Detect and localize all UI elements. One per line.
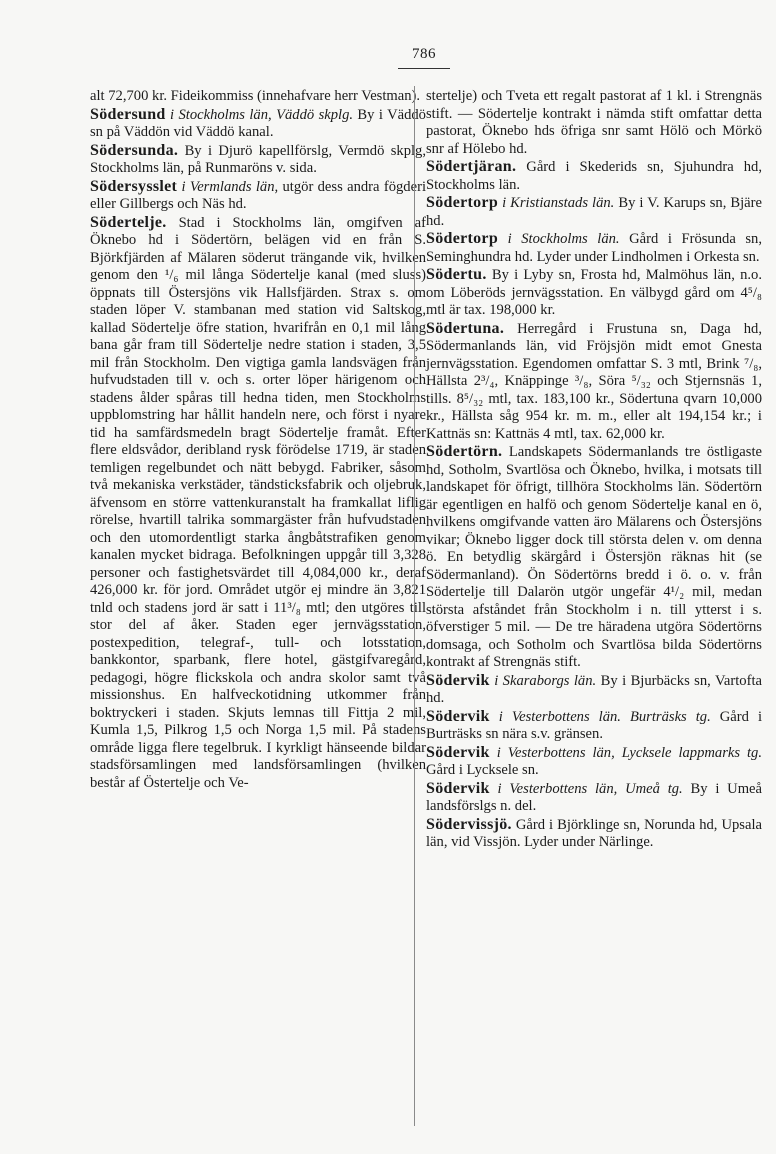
entry-text: Herregård i Frustuna sn, Daga hd, Södermanlands län, vid Fröjsjön midt emot Gnesta jernvägsstation. Egendomen omfattar S. 3 mtl, Brink ⁷/₈, Hällsta 2³/₄, Knäppinge ³/₈, Söra ⁵/₃₂ och Stjernsnäs 1, tills. 8⁵/₃₂ mtl, tax. 183,100 kr., Södertuna qvarn 10,000 kr., Hällsta såg 954 kr. m. m., eller alt 194,154 kr.; i Kattnäs sn: Kattnäs 4 mtl, tax. 62,000 kr. <box>426 320 762 442</box>
entry-text: alt 72,700 kr. Fideikommiss (innehafvare herr Vestman). <box>90 88 421 104</box>
entry-headword: Södervissjö. <box>426 815 512 833</box>
entry <box>426 816 762 852</box>
entry-text: By i V. Karups sn, Bjäre hd. <box>426 195 762 229</box>
entry-region: i Vermlands län, <box>181 178 279 195</box>
entry <box>426 708 762 744</box>
entry-headword: Södervik <box>426 779 490 797</box>
left-column <box>90 88 426 792</box>
entry <box>426 158 762 194</box>
column-divider <box>414 86 415 1126</box>
entry <box>426 780 762 816</box>
entry-text: By i Umeå landsförslgs n. del. <box>426 780 762 814</box>
entry <box>90 178 426 214</box>
entry-text: Gård i Frösunda sn, Seminghundra hd. Lyder under Lindholmen i Orkesta sn. <box>426 231 762 265</box>
entry-headword: Södersund <box>90 105 166 123</box>
page-number-rule <box>398 68 450 69</box>
entry <box>426 320 762 444</box>
entry-text: Landskapets Södermanlands tre östligaste hd, Sotholm, Svartlösa och Öknebo, hvilka, i motsats till landskapet för öfrigt, tillhöra Stockholms län. Södertörn är egentligen en halfö och genom Södertelje kanal en ö, hvilkens omgifvande vatten äro Mälarens och Östersjöns vikar; Öknebo ligger dock till största delen v. om denna ö. En betydlig skärgård i Östersjön räknas hit (se Södermanland). Ön Södertörns bredd i ö. o. v. från Södertelje till Dalarön utgör ungefär 4¹/₂ mil, medan största afståndet från Stockholm i n. till ytterst i s. öfverstiger 5 mil. — De tre häradena utgöra Södertörns domsaga, och Sotholm och Svartlösa bilda Södertörns kontrakt af Strengnäs stift. <box>426 444 762 670</box>
entry-region: i Stockholms län. <box>507 231 620 247</box>
entry-text: By i Bjurbäcks sn, Vartofta hd. <box>426 672 762 706</box>
page-number: 786 <box>412 46 436 62</box>
entry-region: i Vesterbottens län, Lycksele lappmarks tg. <box>496 744 762 761</box>
entry <box>426 443 762 672</box>
entry <box>426 194 762 230</box>
entry-headword: Södertorp <box>426 194 499 211</box>
entry <box>90 214 426 793</box>
entry <box>426 266 762 320</box>
entry <box>426 230 762 266</box>
entry <box>90 88 426 106</box>
entry-text: stertelje) och Tveta ett regalt pastorat af 1 kl. i Strengnäs stift. — Södertelje kontrakt i nämda stift omfattar detta pastorat, Öknebo hds öfriga snr samt Hölö och Mörkö snr af Hölebo hd. <box>426 88 762 157</box>
entry-headword: Södersysslet <box>90 177 178 195</box>
entry-headword: Södertuna. <box>426 319 505 337</box>
entry <box>426 88 762 158</box>
entry <box>90 142 426 178</box>
entry-headword: Södertjäran. <box>426 158 517 175</box>
entry-headword: Södertorp <box>426 230 499 247</box>
entry-headword: Södervik <box>426 707 490 725</box>
entry-headword: Södertörn. <box>426 443 503 460</box>
right-column <box>426 88 762 852</box>
entry <box>426 744 762 780</box>
entry-text: Gård i Björklinge sn, Norunda hd, Upsala län, vid Vissjön. Lyder under Närlinge. <box>426 816 762 850</box>
entry <box>426 672 762 708</box>
entry-text: By i Djurö kapellförslg, Vermdö skplg, Stockholms län, på Runmaröns v. sida. <box>90 142 426 176</box>
entry-text: Gård i Lycksele sn. <box>426 762 539 778</box>
entry-text: utgör dess andra fögderi eller Gillbergs och Näs hd. <box>90 178 426 212</box>
entry-region: i Vesterbottens län, Umeå tg. <box>497 780 683 797</box>
entry-headword: Södertelje. <box>90 213 167 231</box>
entry-text: Gård i Burträsks sn nära s.v. gränsen. <box>426 708 762 742</box>
entry-headword: Södervik <box>426 743 490 761</box>
entry-region: i Stockholms län, Väddö skplg. <box>170 106 354 123</box>
entry-headword: Södertu. <box>426 266 487 283</box>
entry <box>90 106 426 142</box>
entry-text: Stad i Stockholms län, omgifven af Öknebo hd i Södertörn, belägen vid en från S. Björkfjärden af Mälaren söderut trängande vik, hvilken genom den ¹/₆ mil långa Södertelje kanal (med sluss) öppnats till Östersjöns vik Hallsfjärden. Strax s. om staden löper V. stambanan med station vid Saltskog, kallad Södertelje öfre station, hvarifrån en 0,1 mil lång bana går fram till Södertelje nedre station i staden, 3,5 mil från Stockholm. Den vigtiga gamla landsvägen från hufvudstaden till v. och s. orter löper härigenom och stadens ålder spåras till hedna tiden, men Stockholms uppblomstring har hållit handeln nere, och först i nyare tid ha samfärdsmedeln bragt Södertelje framåt. Efter flere eldsvådor, deribland rysk förödelse 1719, är staden temligen regelbundet och nätt bebygd. Fabriker, såsom två mekaniska verkstäder, tändsticksfabrik och oljebruk, äfvensom en större vattenkuranstalt ha framkallat liflig rörelse, hvartill talrika sommargäster från hufvudstaden och den utomordentligt starka ångbåtstrafiken genom kanalen mycket bidraga. Befolkningen uppgår till 3,328 personer och fastighetsvärdet till 4,084,000 kr., deraf 426,000 kr. för jord. Området utgör ej mindre än 3,821 tnld och stadens jord är satt i 11³/₈ mtl; den utgöres till stor del af åker. Staden eger jernvägsstation, postexpedition, telegraf-, tull- och lotsstation, bankkontor, sparbank, flere hotel, gästgifvaregård, pedagogi, högre flickskola och andra skolor samt två missionshus. En halfveckotidning utkommer från boktryckeri i staden. Skjuts lemnas till Fittja 2 mil, Kumla 1,5, Pilkrog 1,5 och Norga 1,5 mil. På stadens område ligga flere tegelbruk. I kyrkligt hänseende bildar stadsförsamlingen med landsförsamlingen (hvilken består af Östertelje och Ve- <box>90 214 426 791</box>
entry-region: i Vesterbottens län. Burträsks tg. <box>498 708 711 725</box>
entry-region: i Kristianstads län. <box>502 195 615 211</box>
entry-region: i Skaraborgs län. <box>494 672 597 689</box>
entry-text: By i Lyby sn, Frosta hd, Malmöhus län, n.o. om Löberöds jernvägsstation. En välbygd gård om 4⁵/₈ mtl är tax. 198,000 kr. <box>426 267 762 318</box>
entry-text: By i Väddö sn på Väddön vid Väddö kanal. <box>90 106 426 140</box>
entry-headword: Södervik <box>426 671 490 689</box>
entry-text: Gård i Skederids sn, Sjuhundra hd, Stockholms län. <box>426 159 762 193</box>
entry-headword: Södersunda. <box>90 141 179 159</box>
